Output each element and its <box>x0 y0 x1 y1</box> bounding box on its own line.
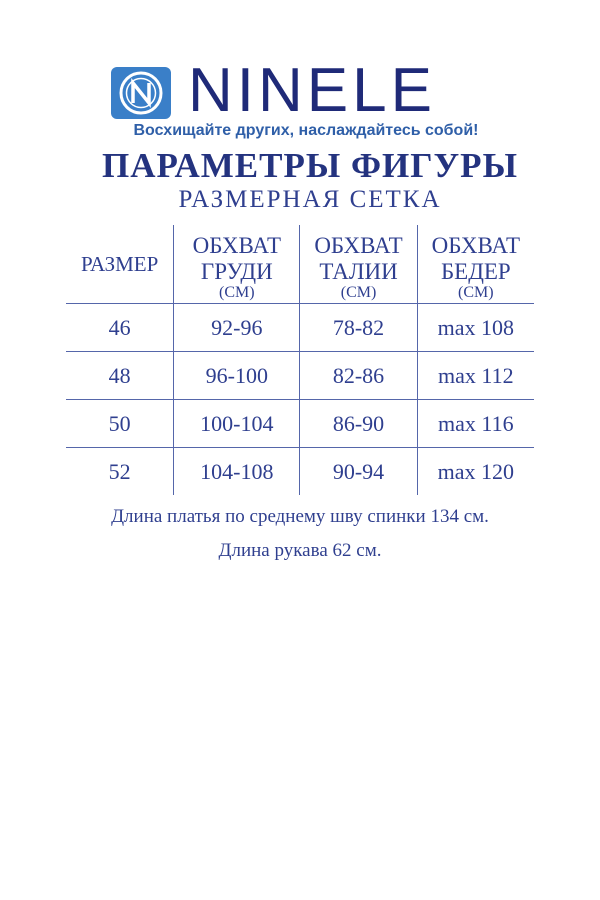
sleeve-length-note: Длина рукава 62 см. <box>218 540 382 561</box>
column-header-size: РАЗМЕР <box>66 225 174 304</box>
unit-label: (СМ) <box>340 284 377 301</box>
cell-hips: max 112 <box>417 352 534 400</box>
table-row <box>66 352 534 400</box>
table-row <box>66 448 534 496</box>
column-header-hips: ОБХВАТ БЕДЕР (СМ) <box>417 225 534 304</box>
cell-hips: max 120 <box>417 448 534 496</box>
cell-size: 48 <box>66 352 174 400</box>
cell-waist: 78-82 <box>300 304 417 352</box>
dress-length-note: Длина платья по среднему шву спинки 134 см. <box>111 506 489 527</box>
cell-hips: max 116 <box>417 400 534 448</box>
column-header-waist: ОБХВАТ ТАЛИИ (СМ) <box>300 225 417 304</box>
cell-size: 52 <box>66 448 174 496</box>
cell-waist: 82-86 <box>300 352 417 400</box>
brand-wordmark: NINELE <box>188 56 436 125</box>
unit-label: (СМ) <box>219 284 255 301</box>
cell-bust: 92-96 <box>174 304 300 352</box>
brand-logo <box>110 56 500 125</box>
cell-size: 50 <box>66 400 174 448</box>
brand-tagline: Восхищайте других, наслаждайтесь собой! <box>133 122 479 139</box>
column-header-bust: ОБХВАТ ГРУДИ (СМ) <box>174 225 300 304</box>
cell-waist: 86-90 <box>300 400 417 448</box>
cell-hips: max 108 <box>417 304 534 352</box>
size-chart-table <box>66 225 534 495</box>
cell-waist: 90-94 <box>300 448 417 496</box>
table-row <box>66 304 534 352</box>
cell-bust: 100-104 <box>174 400 300 448</box>
cell-size: 46 <box>66 304 174 352</box>
unit-label: (СМ) <box>458 284 494 301</box>
page-title: ПАРАМЕТРЫ ФИГУРЫ <box>102 146 518 185</box>
page-subtitle: РАЗМЕРНАЯ СЕТКА <box>178 186 442 213</box>
table-header-row <box>66 225 534 304</box>
brand-monogram-icon <box>110 66 172 120</box>
table-row <box>66 400 534 448</box>
cell-bust: 104-108 <box>174 448 300 496</box>
cell-bust: 96-100 <box>174 352 300 400</box>
